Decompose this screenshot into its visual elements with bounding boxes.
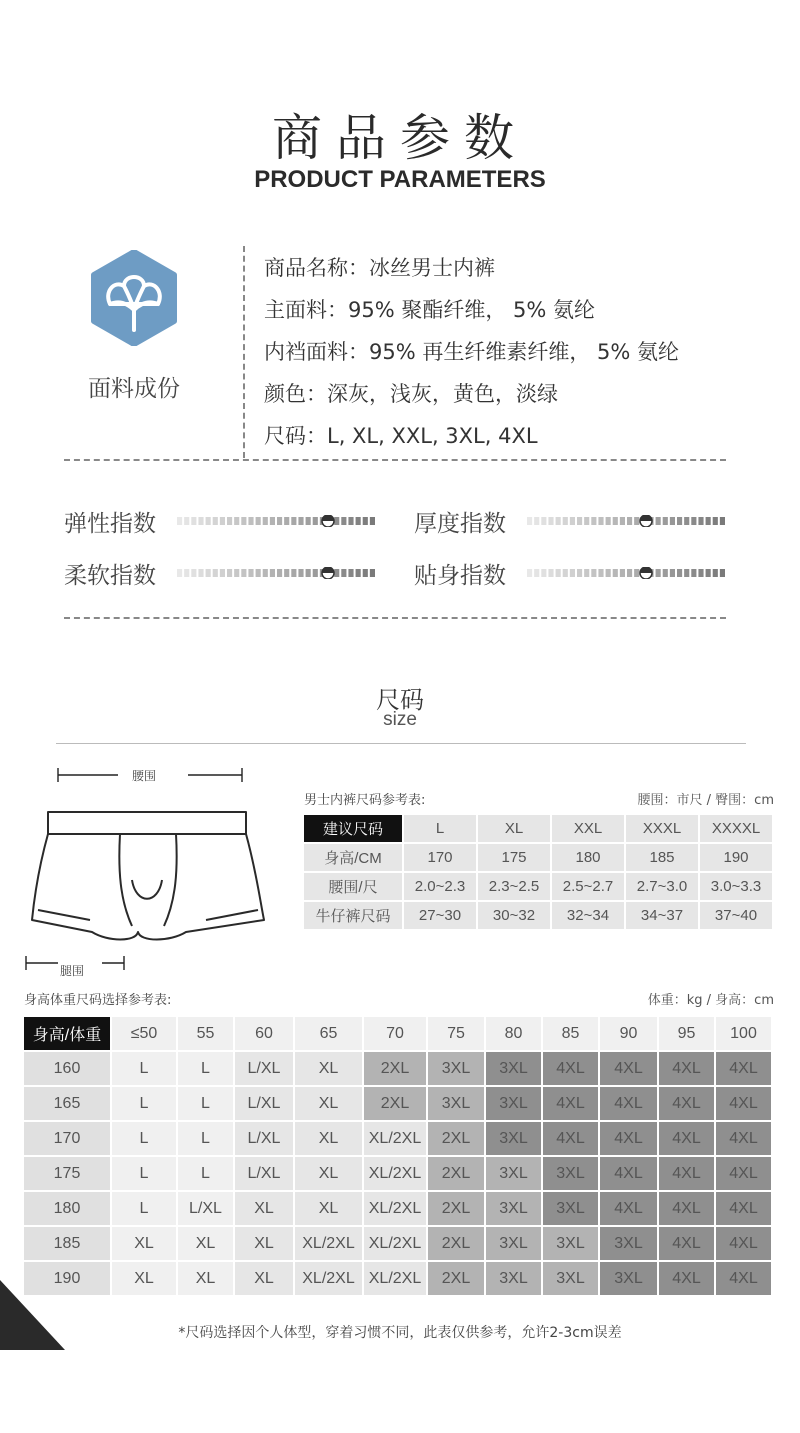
- page-subtitle: PRODUCT PARAMETERS: [254, 166, 546, 193]
- table-cell: 3XL: [486, 1122, 541, 1155]
- table-header-row: [24, 1017, 771, 1050]
- table-cell: 3XL: [486, 1192, 541, 1225]
- table-cell: 185: [626, 844, 698, 871]
- table-cell: 100: [716, 1017, 771, 1050]
- table-cell: 170: [404, 844, 476, 871]
- table-cell: 2XL: [364, 1087, 426, 1120]
- table-cell: 4XL: [600, 1192, 657, 1225]
- table-cell: 4XL: [716, 1192, 771, 1225]
- table-cell: L/XL: [235, 1122, 293, 1155]
- table-cell: 2XL: [364, 1052, 426, 1085]
- table-cell: XL: [235, 1262, 293, 1295]
- table-cell: L: [112, 1052, 176, 1085]
- table-cell: XL: [478, 815, 550, 842]
- table-cell: 4XL: [716, 1262, 771, 1295]
- index-label-softness: 柔软指数: [64, 563, 156, 589]
- table-cell: 95: [659, 1017, 714, 1050]
- table-cell: 3XL: [543, 1227, 598, 1260]
- table-cell: 85: [543, 1017, 598, 1050]
- index-bar-softness: [176, 567, 376, 579]
- table-cell: L: [112, 1157, 176, 1190]
- table-cell: 30~32: [478, 902, 550, 929]
- table-cell: 175: [478, 844, 550, 871]
- table-cell: 170: [24, 1122, 110, 1155]
- table-cell: XL: [295, 1087, 362, 1120]
- table-cell: 185: [24, 1227, 110, 1260]
- table-cell: XXXL: [626, 815, 698, 842]
- table-cell: 190: [700, 844, 772, 871]
- table-cell: ≤50: [112, 1017, 176, 1050]
- table-cell: 2XL: [428, 1122, 484, 1155]
- table-cell: 180: [552, 844, 624, 871]
- table-cell: 4XL: [659, 1087, 714, 1120]
- table-cell: 4XL: [600, 1052, 657, 1085]
- index-label-fit: 贴身指数: [414, 563, 506, 589]
- table-cell: 3XL: [543, 1262, 598, 1295]
- table-cell: 4XL: [659, 1262, 714, 1295]
- table-cell: 2XL: [428, 1227, 484, 1260]
- table-cell: 4XL: [543, 1087, 598, 1120]
- table-cell: XXL: [552, 815, 624, 842]
- table-cell: 80: [486, 1017, 541, 1050]
- table-cell: 90: [600, 1017, 657, 1050]
- table-cell: L: [112, 1192, 176, 1225]
- table2-unit-note: 体重：kg / 身高：cm: [647, 993, 774, 1008]
- table-cell: XL: [235, 1227, 293, 1260]
- param-product-name: 商品名称：冰丝男士内裤: [264, 256, 495, 280]
- table-cell: 4XL: [600, 1087, 657, 1120]
- table-cell: L: [178, 1087, 233, 1120]
- table-cell: XL/2XL: [364, 1122, 426, 1155]
- param-size: 尺码：L, XL, XXL, 3XL, 4XL: [264, 424, 538, 448]
- table-row: [24, 1157, 771, 1190]
- table-cell: 身高/CM: [304, 844, 402, 871]
- table-cell: 4XL: [543, 1122, 598, 1155]
- table-row: [304, 902, 772, 929]
- divider-dashed-2: [64, 617, 726, 619]
- table-cell: L: [112, 1087, 176, 1120]
- table-row: [24, 1262, 771, 1295]
- table1-unit-note: 腰围：市尺 / 臀围：cm: [637, 793, 774, 808]
- divider-vertical: [243, 246, 245, 458]
- param-color: 颜色：深灰，浅灰，黄色，淡绿: [264, 382, 558, 406]
- table-cell: XL/2XL: [364, 1262, 426, 1295]
- table-cell: 180: [24, 1192, 110, 1225]
- table-cell: XL: [112, 1227, 176, 1260]
- height-weight-table: [22, 1015, 773, 1297]
- table-cell: 34~37: [626, 902, 698, 929]
- table-cell: 65: [295, 1017, 362, 1050]
- table-cell: 2XL: [428, 1192, 484, 1225]
- table-cell: XL/2XL: [295, 1262, 362, 1295]
- table-cell: 4XL: [716, 1087, 771, 1120]
- table-cell: 190: [24, 1262, 110, 1295]
- cotton-icon: [86, 250, 182, 346]
- table-cell: 4XL: [659, 1192, 714, 1225]
- table-cell: 3XL: [428, 1052, 484, 1085]
- table-cell: 4XL: [716, 1052, 771, 1085]
- table-cell: L/XL: [235, 1052, 293, 1085]
- table-cell: 腰围/尺: [304, 873, 402, 900]
- table-cell: XL: [112, 1262, 176, 1295]
- table-cell: XL: [178, 1227, 233, 1260]
- table-cell: L: [112, 1122, 176, 1155]
- table-cell: 牛仔裤尺码: [304, 902, 402, 929]
- param-main-fabric: 主面料：95% 聚酯纤维， 5% 氨纶: [264, 298, 596, 322]
- table-cell: 2XL: [428, 1157, 484, 1190]
- table-cell: XL: [295, 1052, 362, 1085]
- index-bar-fit: [526, 567, 726, 579]
- table-cell: 2.5~2.7: [552, 873, 624, 900]
- table-cell: 3XL: [543, 1192, 598, 1225]
- table-cell: XL: [295, 1157, 362, 1190]
- table-cell: XL: [295, 1122, 362, 1155]
- table-row: [24, 1122, 771, 1155]
- footnote: *尺码选择因个人体型，穿着习惯不同，此表仅供参考，允许2-3cm误差: [178, 1325, 622, 1341]
- table-cell: XL/2XL: [364, 1157, 426, 1190]
- size-divider: [56, 743, 746, 744]
- divider-dashed-1: [64, 459, 726, 461]
- page-title: 商品参数: [272, 109, 528, 167]
- table-cell: L: [178, 1052, 233, 1085]
- size-title: 尺码: [376, 686, 424, 714]
- table-cell: 3XL: [486, 1052, 541, 1085]
- table-cell: 55: [178, 1017, 233, 1050]
- table-row: [24, 1192, 771, 1225]
- table-cell: 175: [24, 1157, 110, 1190]
- table-cell: L: [404, 815, 476, 842]
- table-row: [24, 1052, 771, 1085]
- table-cell: 4XL: [716, 1122, 771, 1155]
- table-cell: 4XL: [600, 1122, 657, 1155]
- table-cell: 165: [24, 1087, 110, 1120]
- size-reference-table: [302, 813, 774, 931]
- fabric-label: 面料成份: [88, 376, 180, 402]
- table-cell: 3.0~3.3: [700, 873, 772, 900]
- param-list: [264, 250, 679, 460]
- table-cell: 4XL: [659, 1157, 714, 1190]
- table-cell: 4XL: [543, 1052, 598, 1085]
- table-cell: 4XL: [659, 1227, 714, 1260]
- table-cell: 3XL: [600, 1262, 657, 1295]
- table-cell: 4XL: [659, 1122, 714, 1155]
- table-cell: 160: [24, 1052, 110, 1085]
- table-cell: XXXXL: [700, 815, 772, 842]
- table-row: [304, 844, 772, 871]
- table-cell: XL/2XL: [295, 1227, 362, 1260]
- table-cell: 3XL: [428, 1087, 484, 1120]
- table-cell: L/XL: [178, 1192, 233, 1225]
- table-cell: XL/2XL: [364, 1192, 426, 1225]
- table-cell: 37~40: [700, 902, 772, 929]
- index-label-thickness: 厚度指数: [414, 511, 506, 537]
- table-cell: 4XL: [716, 1157, 771, 1190]
- table-cell: XL: [295, 1192, 362, 1225]
- table-cell: 3XL: [486, 1087, 541, 1120]
- table-cell: 60: [235, 1017, 293, 1050]
- param-crotch-fabric: 内裆面料：95% 再生纤维素纤维， 5% 氨纶: [264, 340, 680, 364]
- table-cell: 4XL: [600, 1157, 657, 1190]
- table-cell: 2.3~2.5: [478, 873, 550, 900]
- table-cell: 3XL: [543, 1157, 598, 1190]
- table-cell: 27~30: [404, 902, 476, 929]
- size-subtitle: size: [383, 709, 417, 730]
- table-cell: L: [178, 1122, 233, 1155]
- table-cell: 75: [428, 1017, 484, 1050]
- waist-label: 腰围: [132, 769, 157, 783]
- table-cell: XL: [235, 1192, 293, 1225]
- underwear-diagram: [20, 760, 280, 985]
- table-cell: 3XL: [486, 1227, 541, 1260]
- table-cell: L/XL: [235, 1087, 293, 1120]
- leg-label: 腿围: [60, 964, 85, 978]
- table-cell: L/XL: [235, 1157, 293, 1190]
- table-header-row: [304, 815, 772, 842]
- table-cell: 2XL: [428, 1262, 484, 1295]
- index-bar-elasticity: [176, 515, 376, 527]
- table-cell: 3XL: [486, 1157, 541, 1190]
- table-cell: 身高/体重: [24, 1017, 110, 1050]
- table-cell: 4XL: [716, 1227, 771, 1260]
- table-row: [304, 873, 772, 900]
- table-cell: XL: [178, 1262, 233, 1295]
- table-cell: 建议尺码: [304, 815, 402, 842]
- table2-caption: 身高体重尺码选择参考表:: [24, 993, 172, 1008]
- table-cell: 4XL: [659, 1052, 714, 1085]
- index-label-elasticity: 弹性指数: [64, 511, 156, 537]
- table-cell: XL/2XL: [364, 1227, 426, 1260]
- table-row: [24, 1227, 771, 1260]
- table1-caption: 男士内裤尺码参考表:: [304, 793, 426, 808]
- table-cell: 70: [364, 1017, 426, 1050]
- table-cell: 2.0~2.3: [404, 873, 476, 900]
- table-cell: 3XL: [486, 1262, 541, 1295]
- index-bar-thickness: [526, 515, 726, 527]
- table-row: [24, 1087, 771, 1120]
- table-cell: 2.7~3.0: [626, 873, 698, 900]
- table-cell: 3XL: [600, 1227, 657, 1260]
- table-cell: 32~34: [552, 902, 624, 929]
- table-cell: L: [178, 1157, 233, 1190]
